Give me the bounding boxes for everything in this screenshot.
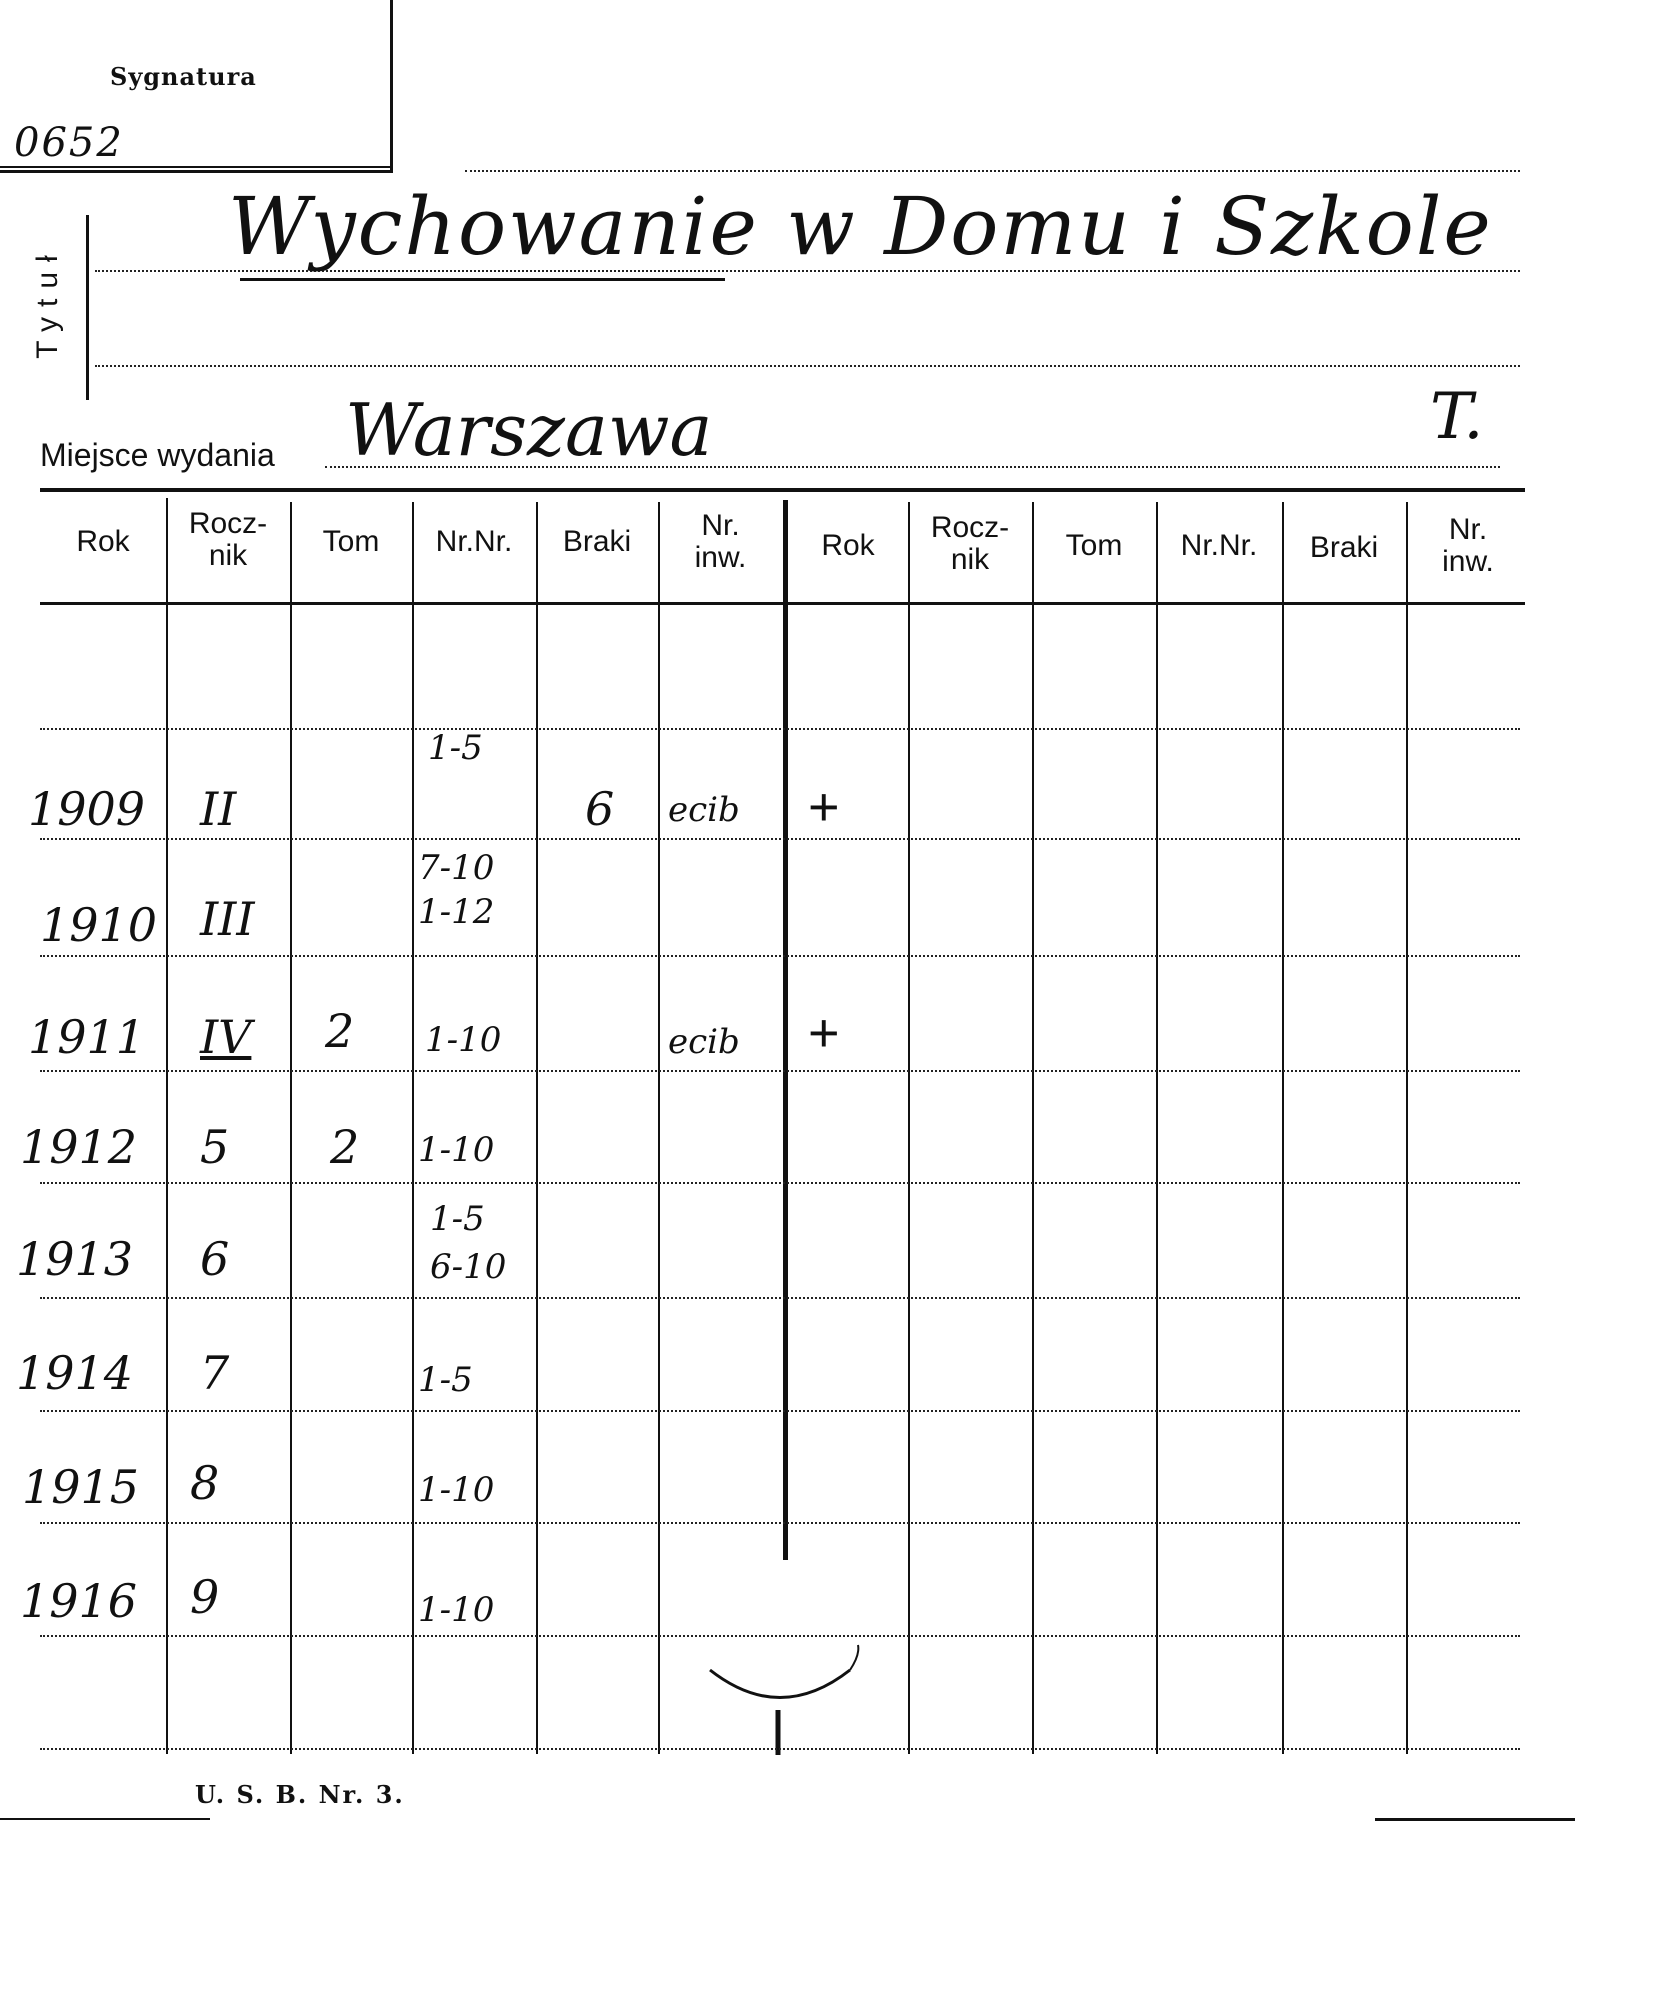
header-braki-right: Braki — [1309, 531, 1379, 564]
row-1912-tom: 2 — [330, 1120, 360, 1174]
header-rocznik: Rocz- nik — [188, 507, 268, 572]
row-line — [40, 1635, 1520, 1637]
row-1916-nrnr: 1-10 — [418, 1590, 495, 1630]
row-1909-rocznik: II — [200, 782, 237, 836]
col-divider — [1406, 502, 1408, 1754]
header-nrinw: Nr. inw. — [694, 509, 747, 574]
row-line — [40, 1297, 1520, 1299]
row-1914-nrnr: 1-5 — [418, 1360, 473, 1400]
row-1915-rocznik: 8 — [190, 1456, 220, 1510]
col-divider — [1032, 502, 1034, 1754]
row-1911-mark: + — [808, 1003, 840, 1063]
signature-underline — [0, 166, 390, 168]
center-divider — [783, 500, 788, 1560]
place-mark: T. — [1430, 380, 1484, 454]
row-1911-rok: 1911 — [28, 1010, 146, 1064]
header-rok: Rok — [76, 525, 130, 558]
col-divider — [1156, 502, 1158, 1754]
header-tom: Tom — [322, 525, 380, 558]
title-line-2 — [95, 365, 1520, 367]
row-1914-rocznik: 7 — [200, 1346, 230, 1400]
header-rocznik-right: Rocz- nik — [930, 511, 1010, 576]
row-1911-nrinw: ecib — [668, 1022, 740, 1062]
row-line — [40, 1070, 1520, 1072]
row-line — [40, 1748, 1520, 1750]
row-1911-rocznik: IV — [200, 1010, 252, 1064]
row-1913-rok: 1913 — [16, 1232, 134, 1286]
row-1916-rocznik: 9 — [190, 1570, 220, 1624]
title-line-0 — [465, 170, 1520, 172]
row-line — [40, 728, 1520, 730]
col-divider — [290, 502, 292, 1754]
row-line — [40, 1182, 1520, 1184]
title-value: Wychowanie w Domu i Szkole — [228, 180, 1493, 273]
row-1909-nrinw: ecib — [668, 790, 740, 830]
row-1913-rocznik: 6 — [200, 1232, 230, 1286]
title-underline — [240, 278, 725, 281]
row-1910-nrnr: 7-10 1-12 — [418, 848, 495, 932]
header-tom-right: Tom — [1065, 529, 1123, 562]
signature-value: 0652 — [14, 120, 124, 166]
place-value: Warszawa — [345, 388, 713, 472]
row-1911-nrnr: 1-10 — [425, 1020, 502, 1060]
center-divider-arc — [700, 1640, 870, 1760]
header-nrnr-right: Nr.Nr. — [1180, 529, 1258, 562]
signature-label: Sygnatura — [110, 62, 257, 91]
col-divider — [536, 502, 538, 1754]
col-divider — [658, 502, 660, 1754]
row-1910-rocznik: III — [200, 892, 255, 946]
row-1915-nrnr: 1-10 — [418, 1470, 495, 1510]
row-line — [40, 1410, 1520, 1412]
title-bracket — [78, 215, 89, 400]
card-bottom-edge-right — [1375, 1818, 1575, 1821]
row-1914-rok: 1914 — [16, 1346, 134, 1400]
row-1909-rok: 1909 — [28, 782, 146, 836]
col-divider — [1282, 502, 1284, 1754]
row-1909-mark: + — [808, 777, 840, 837]
header-nrinw-right: Nr. inw. — [1442, 513, 1494, 578]
row-1912-rocznik: 5 — [200, 1120, 230, 1174]
row-line — [40, 1522, 1520, 1524]
row-1913-nrnr: 1-5 6-10 — [430, 1199, 507, 1287]
row-1909-braki: 6 — [585, 782, 615, 836]
row-1911-tom: 2 — [325, 1004, 355, 1058]
row-1915-rok: 1915 — [22, 1460, 140, 1514]
card-bottom-edge — [0, 1818, 210, 1820]
header-nrnr: Nr.Nr. — [435, 525, 513, 558]
col-divider — [412, 502, 414, 1754]
row-line — [40, 955, 1520, 957]
header-bottom-rule — [40, 602, 1525, 605]
place-label: Miejsce wydania — [40, 437, 275, 473]
row-1912-rok: 1912 — [20, 1120, 138, 1174]
row-1910-rok: 1910 — [40, 898, 158, 952]
row-1916-rok: 1916 — [20, 1574, 138, 1628]
table-top-rule — [40, 488, 1525, 492]
row-line — [40, 838, 1520, 840]
row-1912-nrnr: 1-10 — [418, 1130, 495, 1170]
header-rok-right: Rok — [821, 529, 875, 562]
form-number: U. S. B. Nr. 3. — [195, 1780, 405, 1809]
col-divider — [908, 502, 910, 1754]
header-braki: Braki — [562, 525, 632, 558]
col-divider — [166, 498, 168, 1754]
title-side-label: Tytuł — [31, 245, 64, 359]
row-1909-nrnr: 1-5 — [428, 728, 483, 768]
